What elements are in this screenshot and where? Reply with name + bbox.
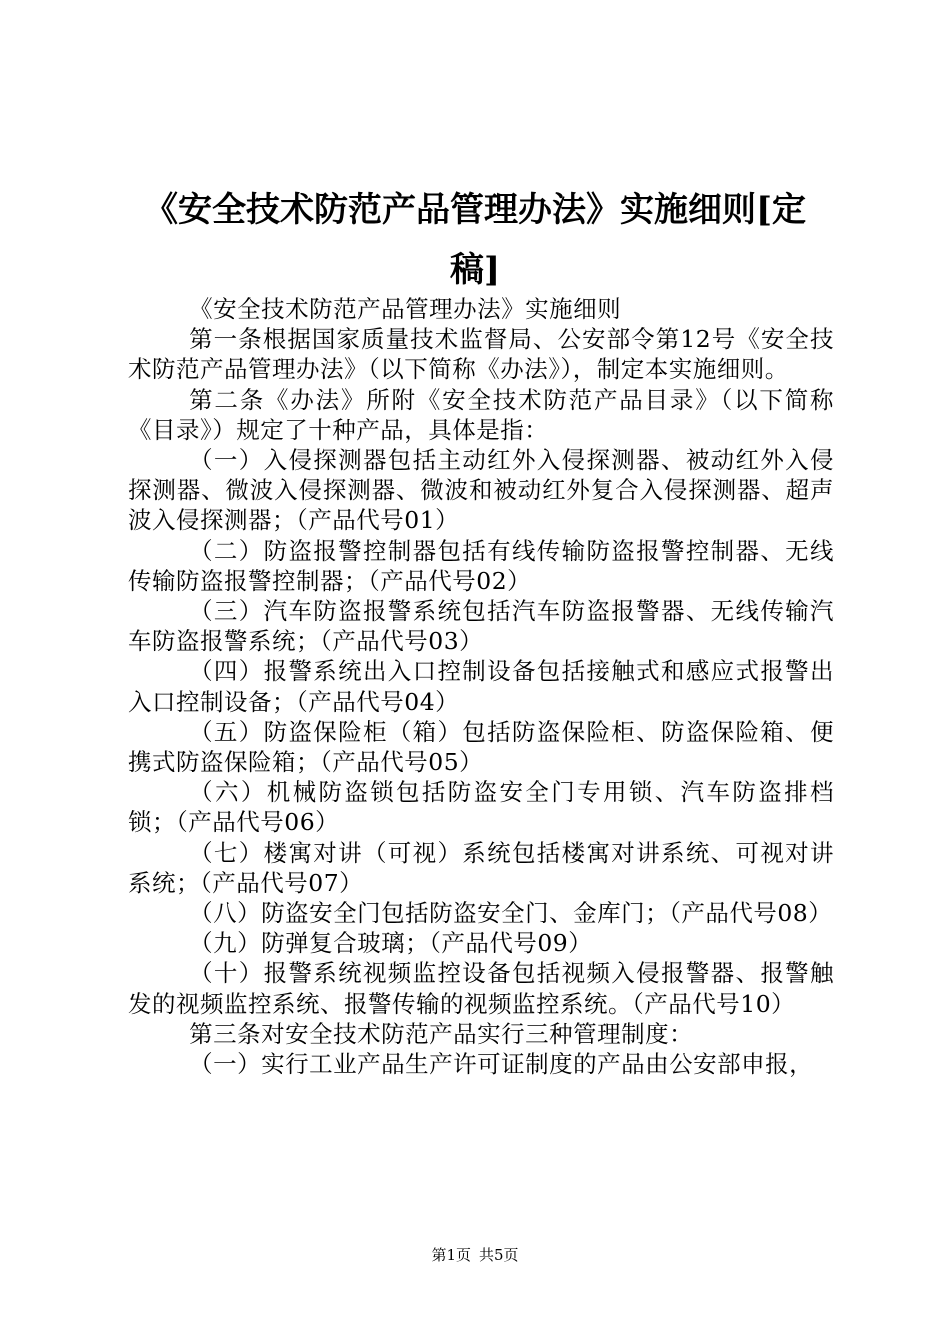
paragraph-item-6: （六）机械防盗锁包括防盗安全门专用锁、汽车防盗排档锁；（产品代号06） xyxy=(128,778,834,837)
paragraph-item-7: （七）楼寓对讲（可视）系统包括楼寓对讲系统、可视对讲系统；（产品代号07） xyxy=(128,838,834,897)
paragraph-item-10: （十）报警系统视频监控设备包括视频入侵报警器、报警触发的视频监控系统、报警传输的视频监控系统。（产品代号10） xyxy=(128,959,834,1018)
document-title: 《安全技术防范产品管理办法》实施细则[定稿] xyxy=(143,190,807,290)
page-total: 共5页 xyxy=(479,1246,519,1264)
paragraph-item-5: （五）防盗保险柜（箱）包括防盗保险柜、防盗保险箱、便携式防盗保险箱；（产品代号05） xyxy=(128,717,834,777)
paragraph-article-1: 第一条根据国家质量技术监督局、公安部令第12号《安全技术防范产品管理办法》（以下简称《办法》），制定本实施细则。 xyxy=(128,325,834,384)
page-number: 第1页 xyxy=(431,1246,471,1264)
paragraph-article-3-item-1: （一）实行工业产品生产许可证制度的产品由公安部申报， xyxy=(189,1050,814,1079)
paragraph-item-8: （八）防盗安全门包括防盗安全门、金库门；（产品代号08） xyxy=(189,899,833,928)
paragraph-article-3: 第三条对安全技术防范产品实行三种管理制度： xyxy=(189,1019,694,1048)
paragraph-item-9: （九）防弹复合玻璃；（产品代号09） xyxy=(189,929,593,958)
page-footer xyxy=(0,1245,950,1265)
document-body xyxy=(128,294,834,1079)
paragraph-item-1: （一）入侵探测器包括主动红外入侵探测器、被动红外入侵探测器、微波入侵探测器、微波和被动红外复合入侵探测器、超声波入侵探测器；（产品代号01） xyxy=(128,446,834,535)
paragraph-article-2: 第二条《办法》所附《安全技术防范产品目录》（以下简称《目录》）规定了十种产品，具体是指： xyxy=(128,385,834,444)
paragraph-item-2: （二）防盗报警控制器包括有线传输防盗报警控制器、无线传输防盗报警控制器；（产品代号02） xyxy=(128,536,834,595)
paragraph-subtitle: 《安全技术防范产品管理办法》实施细则 xyxy=(189,295,622,323)
paragraph-item-4: （四）报警系统出入口控制设备包括接触式和感应式报警出入口控制设备；（产品代号04） xyxy=(128,657,834,716)
paragraph-item-3: （三）汽车防盗报警系统包括汽车防盗报警器、无线传输汽车防盗报警系统；（产品代号03） xyxy=(128,597,834,656)
